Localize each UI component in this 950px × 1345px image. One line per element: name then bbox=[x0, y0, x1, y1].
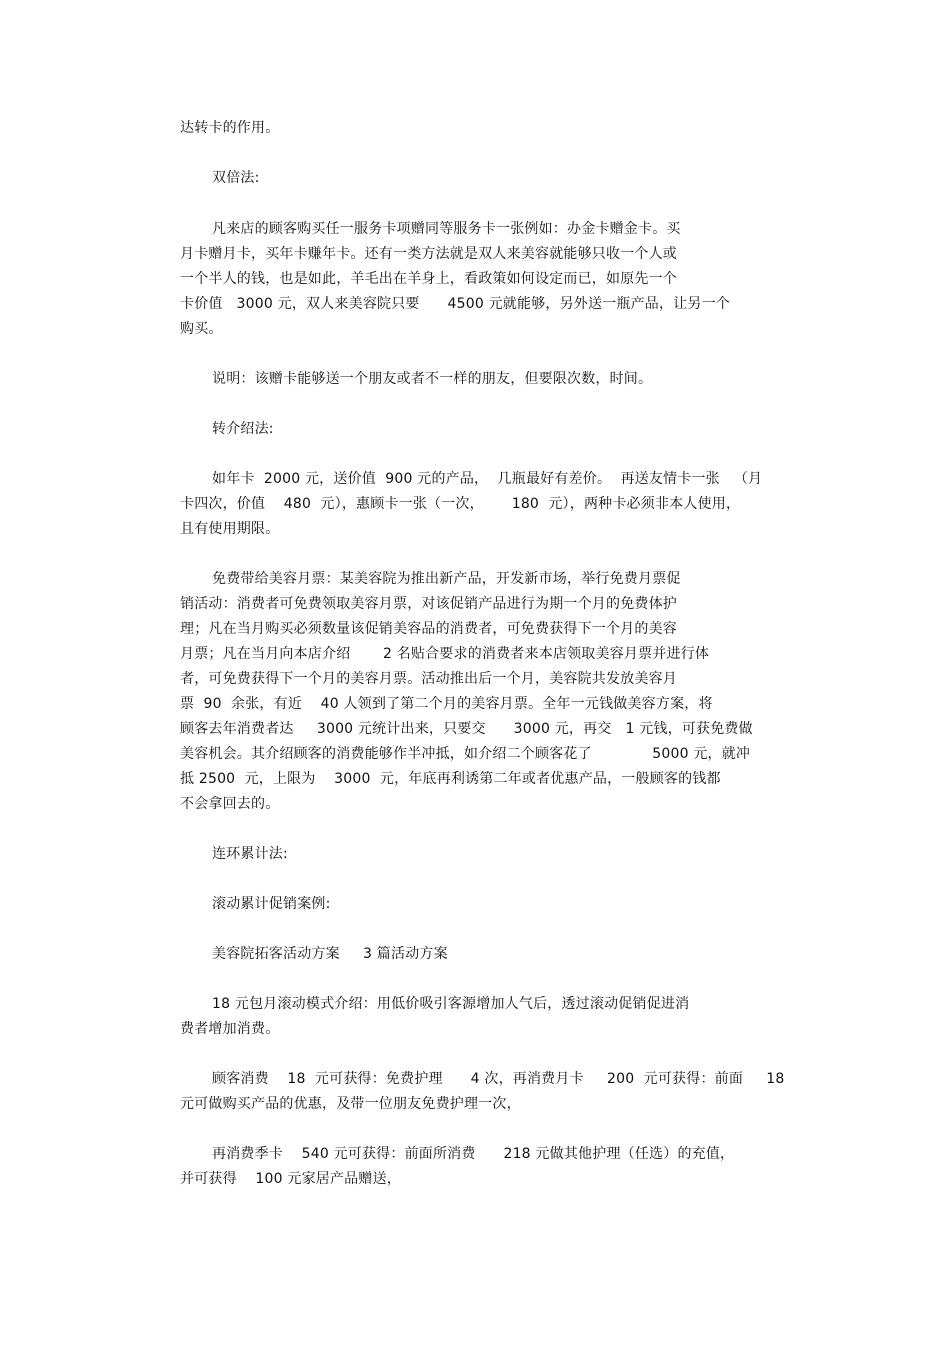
text-line: 元可做购买产品的优惠，及带一位朋友免费护理一次， bbox=[180, 1096, 521, 1112]
text-line: 再消费季卡 540 元可获得：前面所消费 218 元做其他护理（任选）的充值， bbox=[212, 1146, 735, 1162]
text-line: 者，可免费获得下一个月的美容月票。活动推出后一个月，美容院共发放美容月 bbox=[180, 671, 677, 687]
section-heading: 连环累计法: bbox=[212, 846, 288, 862]
text-line: 免费带给美容月票：某美容院为推出新产品，开发新市场，举行免费月票促 bbox=[212, 571, 681, 587]
text-line: 销活动：消费者可免费领取美容月票，对该促销产品进行为期一个月的免费体护 bbox=[180, 596, 677, 612]
text-line: 卡四次，价值 480 元），惠顾卡一张（一次， 180 元），两种卡必须非本人使用， bbox=[180, 496, 741, 512]
text-line: 月卡赠月卡，买年卡赚年卡。还有一类方法就是双人来美容就能够只收一个人或 bbox=[180, 246, 677, 262]
text-line: 一个半人的钱，也是如此，羊毛出在羊身上，看政策如何设定而已，如原先一个 bbox=[180, 271, 677, 287]
text-line: 购买。 bbox=[180, 321, 223, 337]
text-line: 不会拿回去的。 bbox=[180, 796, 280, 812]
text-line: 且有使用期限。 bbox=[180, 521, 280, 537]
text-line: 凡来店的顾客购买任一服务卡项赠同等服务卡一张例如：办金卡赠金卡。买 bbox=[212, 221, 681, 237]
section-heading: 转介绍法: bbox=[212, 421, 274, 437]
text-line: 达转卡的作用。 bbox=[180, 120, 280, 136]
text-line: 美容院拓客活动方案 3 篇活动方案 bbox=[212, 946, 448, 962]
text-line: 说明：该赠卡能够送一个朋友或者不一样的朋友，但要限次数，时间。 bbox=[212, 371, 653, 387]
text-line: 票 90 余张，有近 40 人领到了第二个月的美容月票。全年一元钱做美容方案，将 bbox=[180, 696, 713, 712]
text-line: 美容机会。其介绍顾客的消费能够作半冲抵，如介绍二个顾客花了 5000 元，就冲 bbox=[180, 746, 751, 762]
text-line: 顾客去年消费者达 3000 元统计出来，只要交 3000 元，再交 1 元钱，可获免费做 bbox=[180, 721, 753, 737]
text-line: 抵 2500 元，上限为 3000 元，年底再利诱第二年或者优惠产品，一般顾客的钱都 bbox=[180, 771, 721, 787]
section-heading: 双倍法: bbox=[212, 170, 260, 186]
text-line: 18 元包月滚动模式介绍：用低价吸引客源增加人气后，透过滚动促销促进消 bbox=[212, 996, 690, 1012]
text-line: 顾客消费 18 元可获得：免费护理 4 次，再消费月卡 200 元可获得：前面 18 bbox=[212, 1071, 785, 1087]
text-line: 理；凡在当月购买必须数量该促销美容品的消费者，可免费获得下一个月的美容 bbox=[180, 621, 677, 637]
section-heading: 滚动累计促销案例: bbox=[212, 896, 331, 912]
text-line: 并可获得 100 元家居产品赠送， bbox=[180, 1171, 401, 1187]
text-line: 卡价值 3000 元，双人来美容院只要 4500 元就能够，另外送一瓶产品，让另一个 bbox=[180, 296, 731, 312]
text-line: 月票；凡在当月向本店介绍 2 名贴合要求的消费者来本店领取美容月票并进行体 bbox=[180, 646, 710, 662]
text-line: 如年卡 2000 元，送价值 900 元的产品， 几瓶最好有差价。 再送友情卡一张 （月 bbox=[212, 471, 763, 487]
text-line: 费者增加消费。 bbox=[180, 1021, 280, 1037]
